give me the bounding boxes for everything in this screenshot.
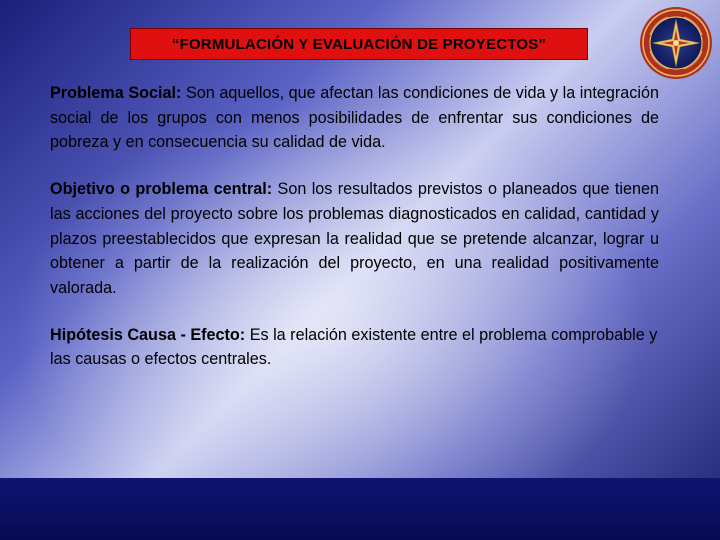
definition-text: Son aquellos, que afectan las condiciones de vida y la integración social de los grupos con menos posibilidades de enfrentar sus condiciones de pobreza y en consecuencia su calidad de vida. <box>50 84 659 152</box>
term-label: Problema Social: <box>50 84 182 102</box>
paragraph-hipotesis <box>50 323 659 372</box>
title-box <box>130 28 588 60</box>
definition-text: Son los resultados previstos o planeados que tienen las acciones del proyecto sobre los problemas diagnosticados en calidad, cantidad y plazos preestablecidos que expresan la realidad que se pretende alcanzar, lograr u obtener a partir de la realización del proyecto, en una realidad positivamente valorada. <box>50 180 659 297</box>
slide-title: “FORMULACIÓN Y EVALUACIÓN DE PROYECTOS” <box>171 35 547 53</box>
paragraph-objetivo <box>50 177 659 301</box>
footer-bar <box>0 478 720 540</box>
paragraph-problema-social <box>50 81 659 155</box>
content-area <box>50 81 659 394</box>
definition-text: Es la relación existente entre el problema comprobable y las causas o efectos centrales. <box>50 325 658 369</box>
institution-seal-icon <box>638 5 714 81</box>
term-label: Objetivo o problema central: <box>50 180 273 199</box>
term-label: Hipótesis Causa - Efecto: <box>50 325 246 344</box>
